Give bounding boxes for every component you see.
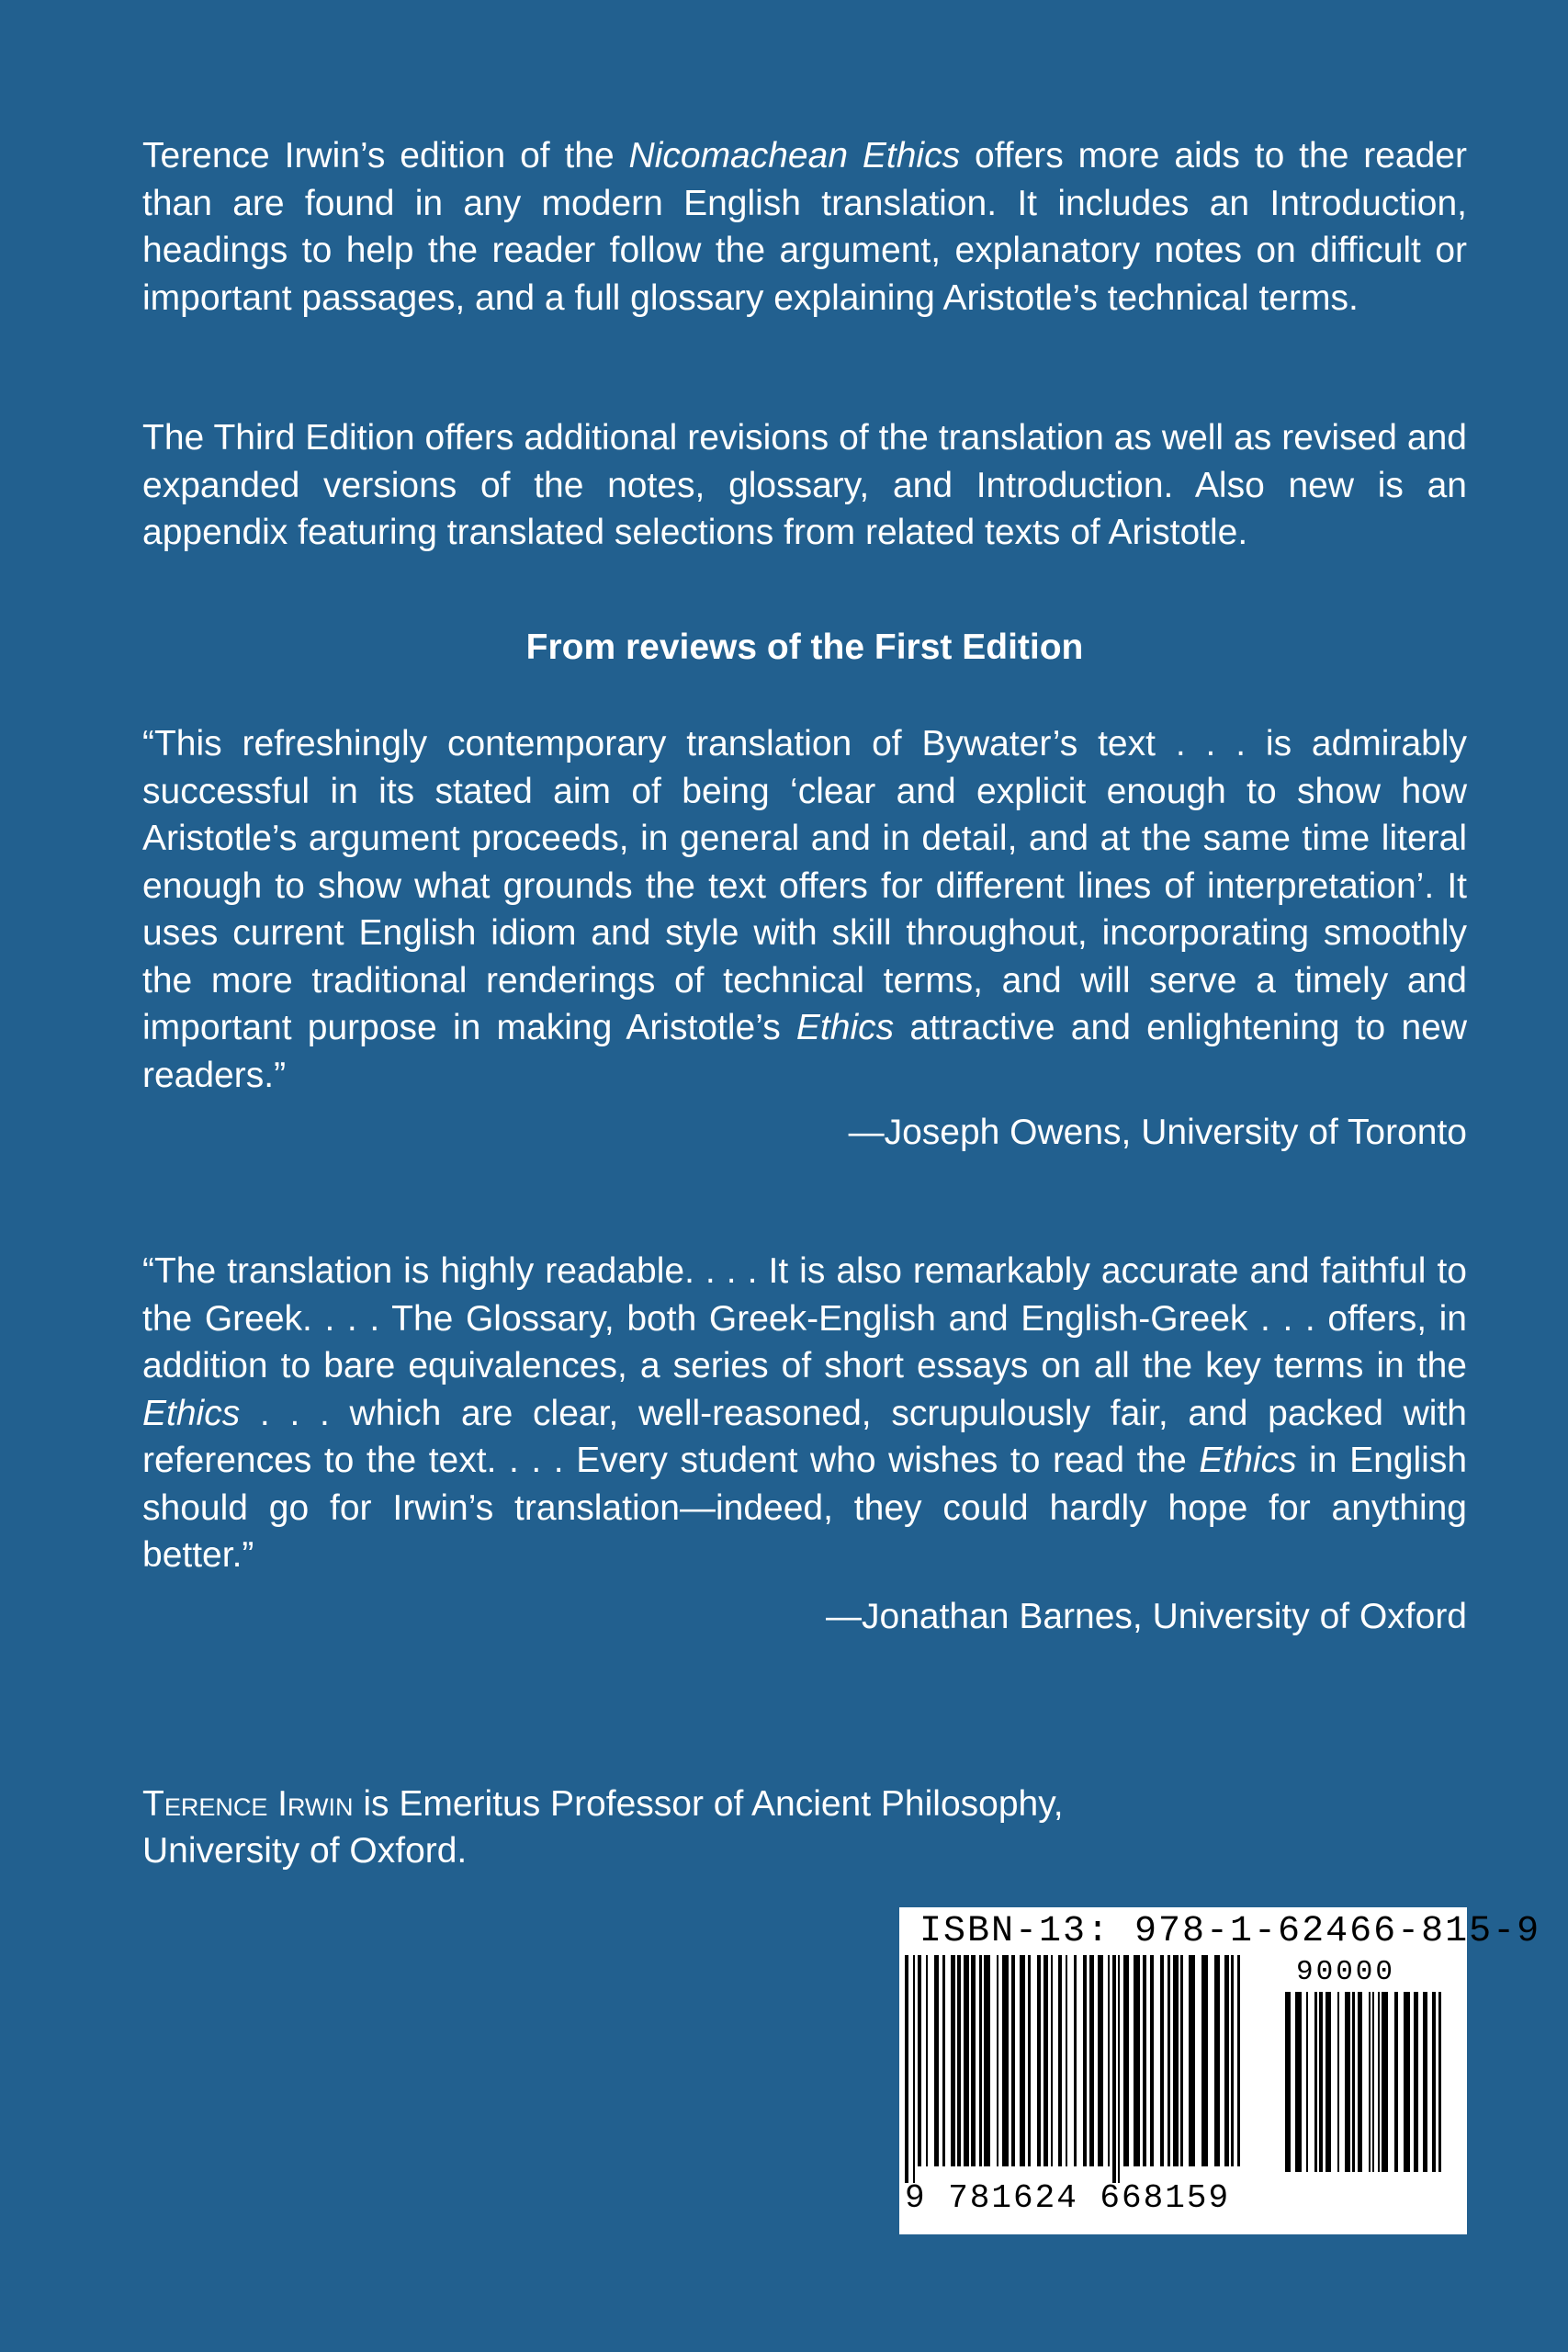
barcode-bar: [934, 1955, 939, 2166]
barcode-bar: [1089, 1955, 1094, 2166]
barcode-bar: [1345, 1992, 1350, 2172]
quote-italic: Ethics: [1199, 1441, 1297, 1480]
barcode-bar: [1394, 1992, 1398, 2172]
barcode-bar: [1134, 1955, 1140, 2166]
barcode-bar: [1112, 1955, 1116, 2183]
barcode-bar: [942, 1955, 945, 2166]
barcode-bar: [997, 1955, 998, 2166]
barcode-bar: [913, 1955, 915, 2183]
barcode-bar: [1337, 1992, 1339, 2172]
barcode-bar: [1173, 1955, 1179, 2166]
barcode-bar: [1414, 1992, 1418, 2172]
description-text: offers more aids to the reader than are found in any modern English translation. It includes an Introduction, headings to help the reader follow the argument, explanatory notes on difficult or important passages, and a full glossary explaining Aristotle’s technical terms.: [142, 136, 1467, 318]
barcode-bar: [1180, 1955, 1183, 2166]
barcode-bar: [1118, 1955, 1120, 2183]
review-attribution-2: —Jonathan Barnes, University of Oxford: [826, 1597, 1467, 1636]
barcode-bar: [1201, 1955, 1208, 2166]
barcode-bar: [1231, 1955, 1234, 2166]
description-paragraph-2: The Third Edition offers additional revisions of the translation as well as revised and expanded versions of the notes, glossary, and Introduction. Also new is an appendix featuring translated selections from related texts of Aristotle.: [142, 418, 1467, 552]
quote-text: . . . which are clear, well-reasoned, scrupulously fair, and packed with references to the text. . . . Every student who wishes to read the: [142, 1393, 1467, 1480]
isbn-barcode: [899, 1907, 1541, 2234]
barcode-bar: [1002, 1955, 1009, 2166]
barcode-bar: [1325, 1992, 1331, 2172]
barcode-bar: [905, 1955, 908, 2183]
reviews-heading: From reviews of the First Edition: [525, 628, 1084, 667]
barcode-bar: [1037, 1955, 1041, 2166]
barcode-bar: [1160, 1955, 1164, 2166]
barcode-bar: [926, 1955, 928, 2166]
description-paragraph-1: [142, 132, 1467, 322]
author-bio: [142, 1781, 1467, 1874]
barcode-bar: [1372, 1992, 1374, 2172]
quote-italic: Ethics: [795, 1008, 895, 1047]
barcode-bar: [1051, 1955, 1053, 2166]
ean-digits: 9 781624 668159: [905, 2179, 1231, 2217]
barcode-bar: [1369, 1992, 1371, 2172]
barcode-bar: [1358, 1992, 1362, 2172]
barcode-bar: [971, 1955, 976, 2166]
barcode-bar: [1214, 1955, 1220, 2166]
barcode-bar: [1378, 1992, 1380, 2172]
barcode-bar: [1423, 1992, 1427, 2172]
barcode-bar: [1083, 1955, 1087, 2166]
review-attribution-1: —Joseph Owens, University of Toronto: [848, 1113, 1467, 1152]
barcode-bar: [1314, 1992, 1317, 2172]
description-text: Terence Irwin’s edition of the: [142, 136, 629, 175]
barcode-bar: [1108, 1955, 1110, 2166]
barcode-bar: [918, 1955, 921, 2166]
barcode-bar: [1028, 1955, 1031, 2166]
quote-text: attractive and enlightening to new readers.”: [142, 1008, 1467, 1095]
barcode-bar: [1224, 1955, 1229, 2166]
quote-text: in English should go for Irwin’s translation—indeed, they could hardly hope for anything better.”: [142, 1441, 1468, 1575]
barcode-bar: [1043, 1955, 1048, 2166]
barcode-bar: [1074, 1955, 1077, 2166]
quote-text: “This refreshingly contemporary translation of Bywater’s text . . . is admirably successful in its stated aim of being ‘clear and explicit enough to show how Aristotle’s argument proceeds, in general and in detail, and at the same time literal enough to show what grounds the text offers for different lines of interpretation’. It uses current English idiom and style with skill throughout, incorporating smoothly the more traditional renderings of technical terms, and will serve a timely and important purpose in making Aristotle’s: [142, 724, 1467, 1047]
barcode-bar: [1098, 1955, 1103, 2166]
barcode-bar: [1319, 1992, 1323, 2172]
barcode-bar: [1020, 1955, 1025, 2166]
barcode-bar: [1150, 1955, 1154, 2166]
price-code: 90000: [1296, 1956, 1396, 1988]
barcode-bar: [1011, 1955, 1015, 2166]
review-quote-2: [142, 1248, 1467, 1579]
barcode-bar: [979, 1955, 982, 2166]
barcode-bar: [951, 1955, 955, 2166]
bio-text: University of Oxford.: [142, 1831, 468, 1871]
barcode-bar: [1352, 1992, 1355, 2172]
barcode-bar: [1306, 1992, 1308, 2172]
quote-italic: Ethics: [142, 1393, 241, 1433]
barcode-bar: [1237, 1955, 1240, 2166]
barcode-bar: [1123, 1955, 1129, 2166]
barcode-bar: [1404, 1992, 1410, 2172]
bio-text: is Emeritus Professor of Ancient Philosophy,: [353, 1784, 1064, 1824]
barcode-bar: [957, 1955, 961, 2166]
barcode-bar: [984, 1955, 990, 2166]
barcode-bar: [1382, 1992, 1388, 2172]
barcode-bar: [1189, 1955, 1195, 2166]
isbn-label: ISBN-13: 978-1-62466-815-9: [919, 1911, 1541, 1952]
barcode-bar: [1058, 1955, 1062, 2166]
quote-text: “The translation is highly readable. . . . It is also remarkably accurate and faithful to the Greek. . . . The Glossary, both Greek-English and English-Greek . . . offers, in addition to bare equivalences, a series of short essays on all the key terms in the: [142, 1251, 1467, 1385]
barcode-bar: [1438, 1992, 1441, 2172]
barcode-bar: [1066, 1955, 1067, 2166]
barcode-bar: [1295, 1992, 1302, 2172]
review-quote-1: [142, 720, 1467, 1099]
barcode-bar: [1143, 1955, 1146, 2166]
book-title-italic: Nicomachean Ethics: [628, 136, 961, 175]
barcode-bar: [964, 1955, 969, 2166]
barcode-bar: [1168, 1955, 1170, 2166]
author-name: Terence Irwin: [142, 1784, 354, 1824]
barcode-bar: [1285, 1992, 1291, 2172]
barcode-bar: [1432, 1992, 1436, 2172]
